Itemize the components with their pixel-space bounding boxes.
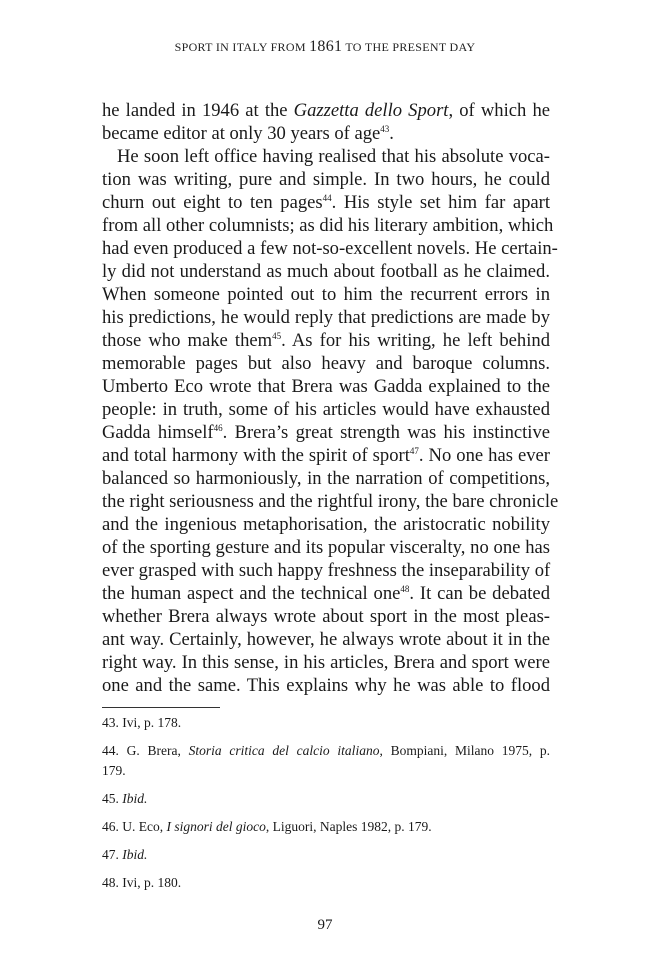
- text-line: one and the same. This explains why he was able to flood: [102, 675, 550, 696]
- text-line: ever grasped with such happy freshness the inseparability of: [102, 560, 551, 581]
- text-line: and total harmony with the spirit of sport$^{47}$. No one has ever: [102, 445, 550, 466]
- text-line: ly did not understand as much about football as he claimed.: [102, 261, 550, 282]
- text-line: right way. In this sense, in his articles, Brera and sport were: [102, 652, 550, 673]
- text-line: the right seriousness and the rightful irony, the bare chronicle: [102, 491, 559, 512]
- text-line: became editor at only 30 years of age$^{43}$.: [102, 123, 394, 144]
- text-line: of the sporting gesture and its popular visceralty, no one has: [102, 537, 550, 558]
- main-text: [102, 99, 559, 697]
- footnote-ref: 46: [213, 423, 223, 433]
- text-line: tion was writing, pure and simple. In two hours, he could: [102, 169, 550, 190]
- text-line: he landed in 1946 at the Gazzetta dello Sport, of which he: [102, 100, 550, 121]
- footnote-rule: [102, 707, 220, 708]
- text-line: memorable pages but also heavy and baroque columns.: [102, 353, 550, 374]
- text-line: Gadda himself$^{46}$. Brera’s great strength was his instinctive: [102, 422, 551, 443]
- footnote-45: 45. Ibid.: [102, 791, 148, 806]
- text-line: He soon left office having realised that his absolute voca-: [117, 146, 550, 167]
- footnote-46: 46. U. Eco, I signori del gioco, Liguori, Naples 1982, p. 179.: [102, 819, 432, 834]
- footnote-47: 47. Ibid.: [102, 847, 148, 862]
- text-line: churn out eight to ten pages$^{44}$. His style set him far apart: [102, 192, 550, 213]
- footnote-43: 43. Ivi, p. 178.: [102, 715, 182, 730]
- text-line: those who make them$^{45}$. As for his writing, he left behind: [102, 330, 550, 351]
- footnote-ref: 44: [322, 193, 332, 203]
- text-line: his predictions, he would reply that predictions are made by: [102, 307, 550, 328]
- footnote-ref: 48: [400, 584, 410, 594]
- text-line: from all other columnists; as did his literary ambition, which: [102, 215, 554, 236]
- footnotes: [102, 713, 550, 901]
- footnote-ref: 43: [380, 124, 390, 134]
- footnote-ref: 45: [272, 331, 282, 341]
- running-head: SPORT IN ITALY FROM 1861 TO THE PRESENT DAY: [174, 38, 476, 55]
- text-line: the human aspect and the technical one$^{48}$. It can be debated: [102, 583, 550, 604]
- text-line: whether Brera always wrote about sport in the most pleas-: [102, 606, 550, 627]
- text-line: had even produced a few not-so-excellent novels. He certain-: [102, 238, 558, 259]
- text-line: and the ingenious metaphorisation, the aristocratic nobility: [102, 514, 550, 535]
- text-line: ant way. Certainly, however, he always wrote about it in the: [102, 629, 550, 650]
- text-line: Umberto Eco wrote that Brera was Gadda explained to the: [102, 376, 550, 397]
- text-line: When someone pointed out to him the recurrent errors in: [102, 284, 550, 305]
- text-line: people: in truth, some of his articles would have exhausted: [102, 399, 550, 420]
- text-line: balanced so harmoniously, in the narration of competitions,: [102, 468, 550, 489]
- footnote-48: 48. Ivi, p. 180.: [102, 875, 182, 890]
- footnote-ref: 47: [409, 446, 419, 456]
- footnote-44: 44. G. Brera, Storia critica del calcio italiano, Bompiani, Milano 1975, p. 179.: [102, 743, 551, 778]
- page-number: 97: [317, 917, 333, 933]
